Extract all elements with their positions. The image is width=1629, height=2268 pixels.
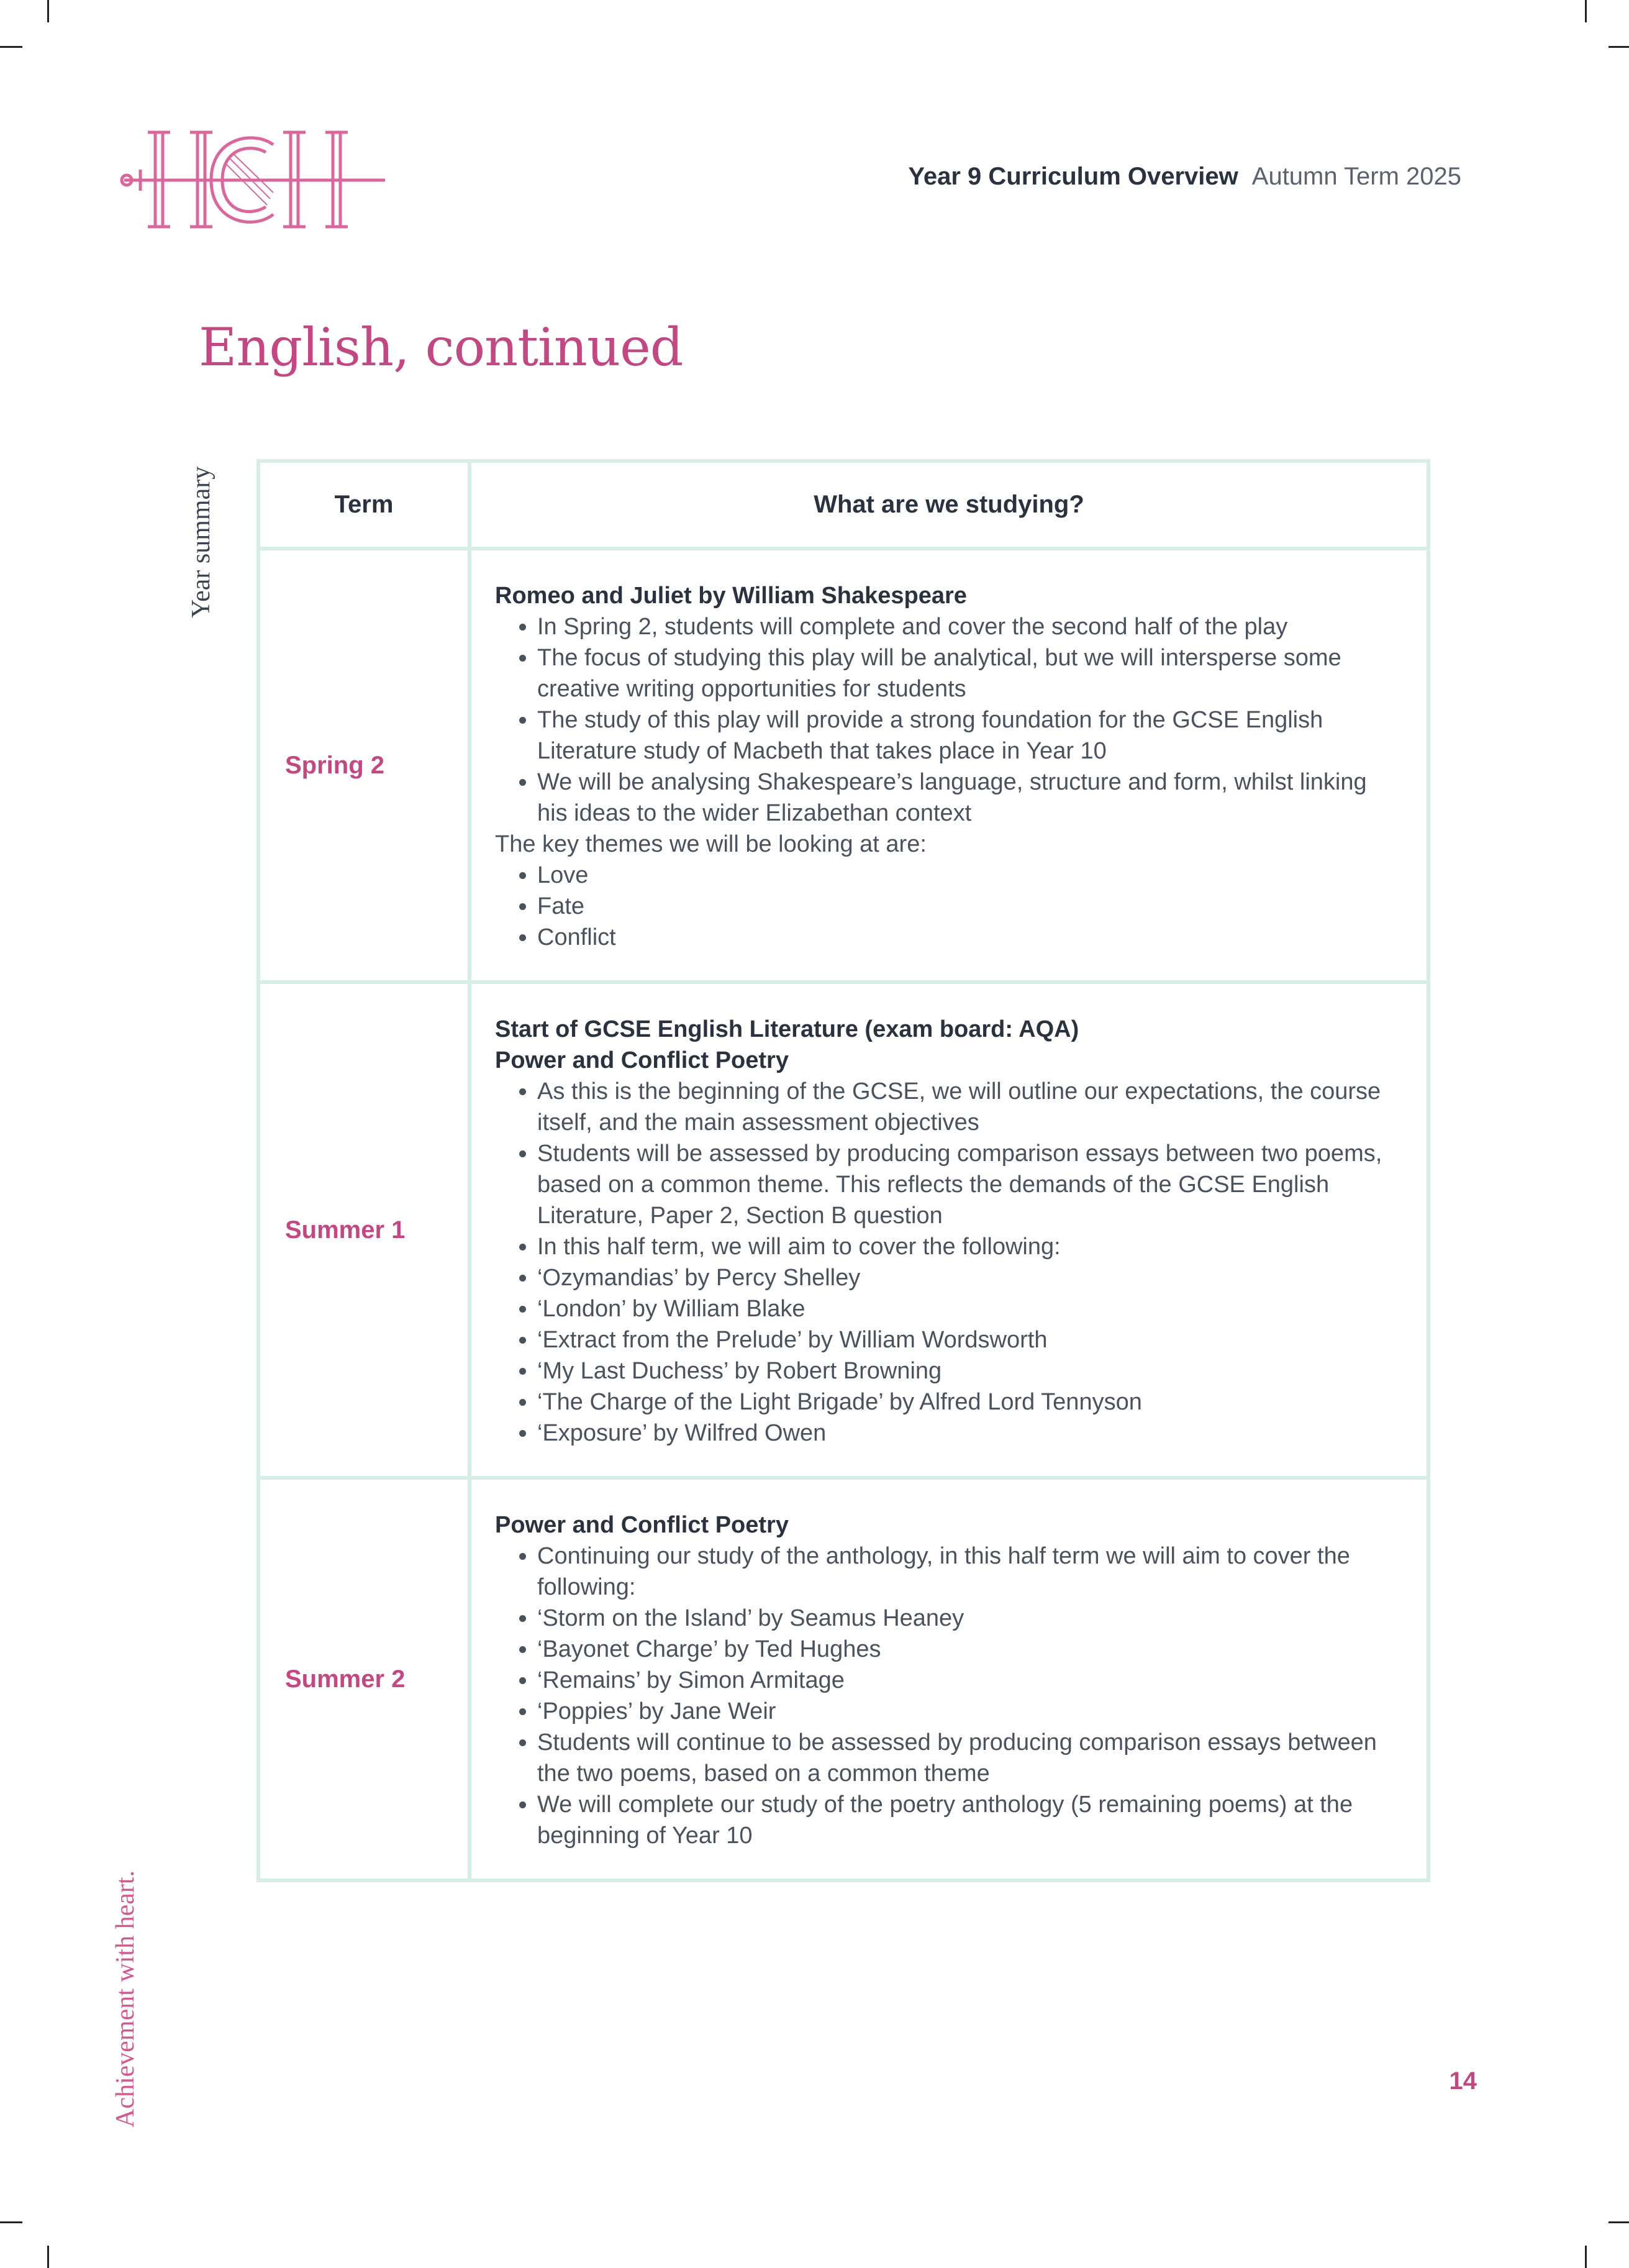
page-title: English, continued (199, 317, 683, 378)
term-cell: Summer 2 (258, 1478, 470, 1880)
list-item: • As this is the beginning of the GCSE, we will outline our expectations, the course itself, and the main assessment objectives (537, 1076, 1402, 1138)
row-heading: Start of GCSE English Literature (exam board: AQA) (495, 1016, 1079, 1042)
list-item: • Students will be assessed by producing comparison essays between two poems, based on a common theme. This reflects the demands of the GCSE English Literature, Paper 2, Section B question (537, 1138, 1402, 1231)
table-row (258, 549, 1428, 982)
curriculum-table (256, 459, 1430, 1882)
list-item: • The study of this play will provide a strong foundation for the GCSE English Literature study of Macbeth that takes place in Year 10 (537, 704, 1402, 767)
crop-mark (0, 2221, 22, 2223)
list-item: • ‘Storm on the Island’ by Seamus Heaney (537, 1603, 1402, 1634)
content-cell (470, 1478, 1428, 1880)
crop-mark (0, 46, 22, 48)
bullet-list (495, 860, 1402, 953)
bullet-list (495, 1541, 1402, 1851)
column-header-studying: What are we studying? (470, 461, 1428, 549)
list-item: • ‘The Charge of the Light Brigade’ by Alfred Lord Tennyson (537, 1387, 1402, 1418)
list-item: • The focus of studying this play will be analytical, but we will intersperse some creative writing opportunities for students (537, 642, 1402, 704)
list-item: • Fate (537, 891, 1402, 922)
bullet-list (495, 1076, 1402, 1449)
term-label: Autumn Term 2025 (1251, 163, 1461, 190)
list-item: • ‘My Last Duchess’ by Robert Browning (537, 1355, 1402, 1387)
list-item: • We will be analysing Shakespeare’s language, structure and form, whilst linking his ideas to the wider Elizabethan context (537, 767, 1402, 829)
row-heading: Power and Conflict Poetry (495, 1047, 789, 1073)
row-subtext: The key themes we will be looking at are: (495, 831, 927, 857)
term-cell: Summer 1 (258, 982, 470, 1478)
list-item: • Students will continue to be assessed by producing comparison essays between the two poems, based on a common theme (537, 1727, 1402, 1789)
list-item: • ‘Exposure’ by Wilfred Owen (537, 1418, 1402, 1449)
list-item: • Conflict (537, 922, 1402, 953)
term-cell: Spring 2 (258, 549, 470, 982)
list-item: • We will complete our study of the poetry anthology (5 remaining poems) at the beginning of Year 10 (537, 1789, 1402, 1851)
content-cell (470, 549, 1428, 982)
table-row (258, 982, 1428, 1478)
crop-mark (1609, 2221, 1629, 2223)
doc-title: Year 9 Curriculum Overview (908, 163, 1238, 190)
crop-mark (1585, 2246, 1587, 2268)
year-summary-label: Year summary (187, 466, 216, 618)
list-item: • Continuing our study of the anthology, in this half term we will aim to cover the following: (537, 1541, 1402, 1603)
page-number: 14 (1449, 2067, 1477, 2095)
list-item: • ‘Remains’ by Simon Armitage (537, 1665, 1402, 1696)
list-item: • In Spring 2, students will complete and cover the second half of the play (537, 611, 1402, 642)
column-header-term: Term (258, 461, 470, 549)
list-item: • ‘Ozymandias’ by Percy Shelley (537, 1262, 1402, 1293)
crop-mark (47, 0, 49, 22)
row-heading: Power and Conflict Poetry (495, 1512, 789, 1538)
crop-mark (1585, 0, 1587, 22)
list-item: • In this half term, we will aim to cover the following: (537, 1231, 1402, 1262)
table-row (258, 1478, 1428, 1880)
list-item: • Love (537, 860, 1402, 891)
school-logo-icon (118, 127, 391, 233)
bullet-list (495, 611, 1402, 829)
list-item: • ‘Poppies’ by Jane Weir (537, 1696, 1402, 1727)
table-header-row (258, 461, 1428, 549)
page-header (908, 163, 1461, 191)
list-item: • ‘Bayonet Charge’ by Ted Hughes (537, 1634, 1402, 1665)
content-cell (470, 982, 1428, 1478)
crop-mark (47, 2246, 49, 2268)
list-item: • ‘London’ by William Blake (537, 1293, 1402, 1324)
list-item: • ‘Extract from the Prelude’ by William Wordsworth (537, 1324, 1402, 1355)
row-heading: Romeo and Juliet by William Shakespeare (495, 583, 967, 609)
crop-mark (1609, 46, 1629, 48)
motto-label: Achievement with heart. (111, 1870, 140, 2128)
